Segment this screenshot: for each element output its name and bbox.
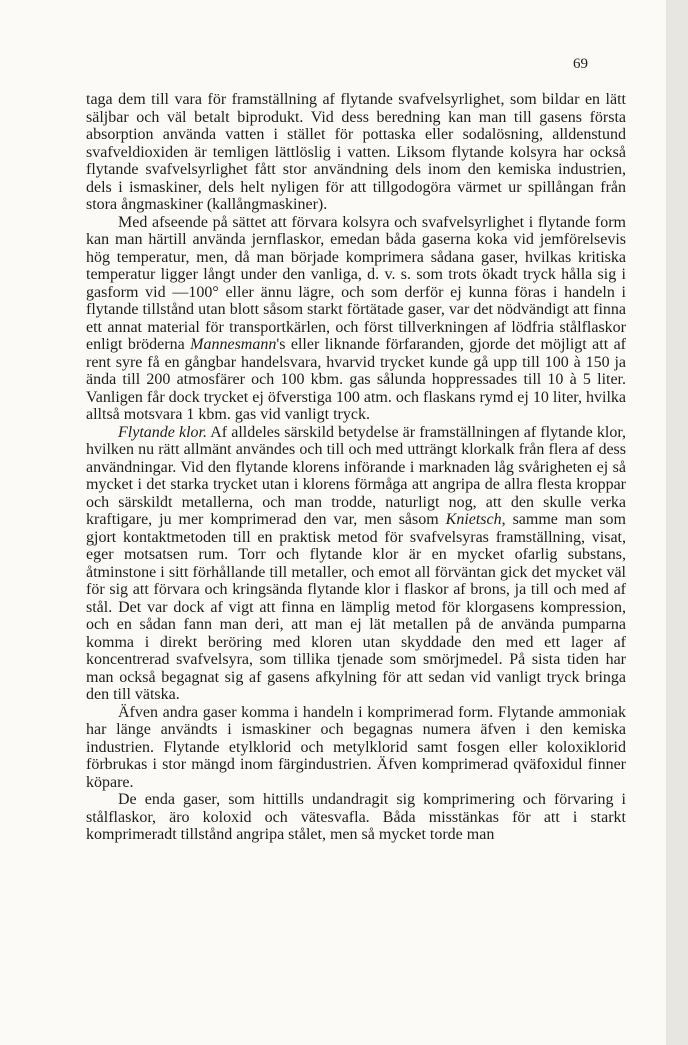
paragraph-3	[86, 424, 626, 704]
section-heading-flytande-klor: Flytande klor.	[118, 423, 207, 441]
page-edge	[666, 0, 688, 1045]
text-span: taga dem till vara för framställning af flytande svafvelsyrlighet, som bildar en lätt säljbar och väl betalt biprodukt. Vid dess beredning kan man till gasens första absorption använda vatten i stället för pottaska eller sodalösning, alldenstund svafveldioxiden är temligen lättlöslig i vatten. Liksom flytande kolsyra har också flytande svafvelsyrlighet fått stor användning dels inom den kemiska industrien, dels i ismaskiner, dels helt nyligen för att tillgodogöra värmet ur spillångan från stora ångmaskiner (kallångmaskiner).	[86, 91, 626, 213]
text-span: , samme man som gjort kontaktmetoden till en praktisk metod för svafvelsyras framställning, visat, eger motsatsen rum. Torr och flytande klor är en mycket ofarlig substans, åtminstone i sitt förhållande till metaller, och emot all förväntan gick det mycket väl för sig att förvara och kringsända flytande klor i flaskor af brons, ja till och med af stål. Det var dock af vigt att finna en lämplig metod för klorgasens kompression, och en sådan fann man deri, att man ej lät metallen på de använda pumparna komma i direkt beröring med kloren utan skyddade den med ett lager af koncentrerad svafvelsyra, som tillika tjenade som smörjmedel. På sista tiden har man också begagnat sig af gasens afkylning för att sedan vid vanligt tryck bringa den till vätska.	[86, 511, 626, 703]
text-span: Med afseende på sättet att förvara kolsyra och svafvelsyrlighet i flytande form kan man härtill använda jernflaskor, emedan båda gaserna koka vid jemförelsevis hög temperatur, men, då man började komprimera sådana gaser, hvilkas kritiska temperatur ligger långt under den vanliga, d. v. s. som trots ökadt tryck hålla sig i gasform vid —100° eller ännu lägre, och som derför ej kunna föras i handeln i flytande tillstånd utan blott såsom starkt förtätade gaser, var det nödvändigt att finna ett annat material för transportkärlen, och först tillverkningen af lödfria stålflaskor enligt bröderna	[86, 213, 626, 353]
text-span: Äfven andra gaser komma i handeln i komprimerad form. Flytande ammoniak har länge användts i ismaskiner och begagnas numera äfven i den kemiska industrien. Flytande etylklorid och metylklorid samt fosgen eller koloxiklorid förbrukas i stor mängd inom färgindustrien. Äfven komprimerad qväfoxidul finner köpare.	[86, 703, 626, 791]
text-span: 's eller liknande förfaranden, gjorde det möjligt att af rent syre få en gångbar handelsvara, hvarvid trycket kunde gå upp till 100 à 150 ja ända till 200 atmosfärer och 100 kbm. gas sålunda hoppressades till 10 à 5 liter. Vanligen får dock trycket ej öfverstiga 100 atm. och flaskans rymd ej 10 liter, hvilka alltså motsvara 1 kbm. gas vid vanligt tryck.	[86, 336, 627, 423]
text-span: Af alldeles särskild betydelse är framställningen af flytande klor, hvilken nu rätt allmänt användes och till och med utträngt klorkalk från flera af dess användningar. Vid den flytande klorens införande i marknaden låg svårigheten ej så mycket i det starka trycket utan i klorens förmåga att angripa de allra flesta kroppar och särskildt metallerna, och man trodde, naturligt nog, att den skulle verka kraftigare, ju mer komprimerad den var, men såsom	[86, 423, 627, 528]
paragraph-1	[86, 91, 626, 214]
name-mannesmann: Mannesmann	[190, 336, 277, 353]
page-number: 69	[573, 56, 588, 72]
paragraph-5	[86, 791, 626, 844]
text-span: De enda gaser, som hittills undandragit sig komprimering och förvaring i stålflaskor, äro koloxid och vätesvafla. Båda misstänkas för att i starkt komprimeradt tillstånd angripa stålet, men så mycket torde man	[86, 791, 626, 843]
paragraph-4	[86, 704, 626, 792]
name-knietsch: Knietsch	[445, 511, 502, 528]
paragraph-2	[86, 214, 626, 424]
body-text	[86, 91, 626, 844]
